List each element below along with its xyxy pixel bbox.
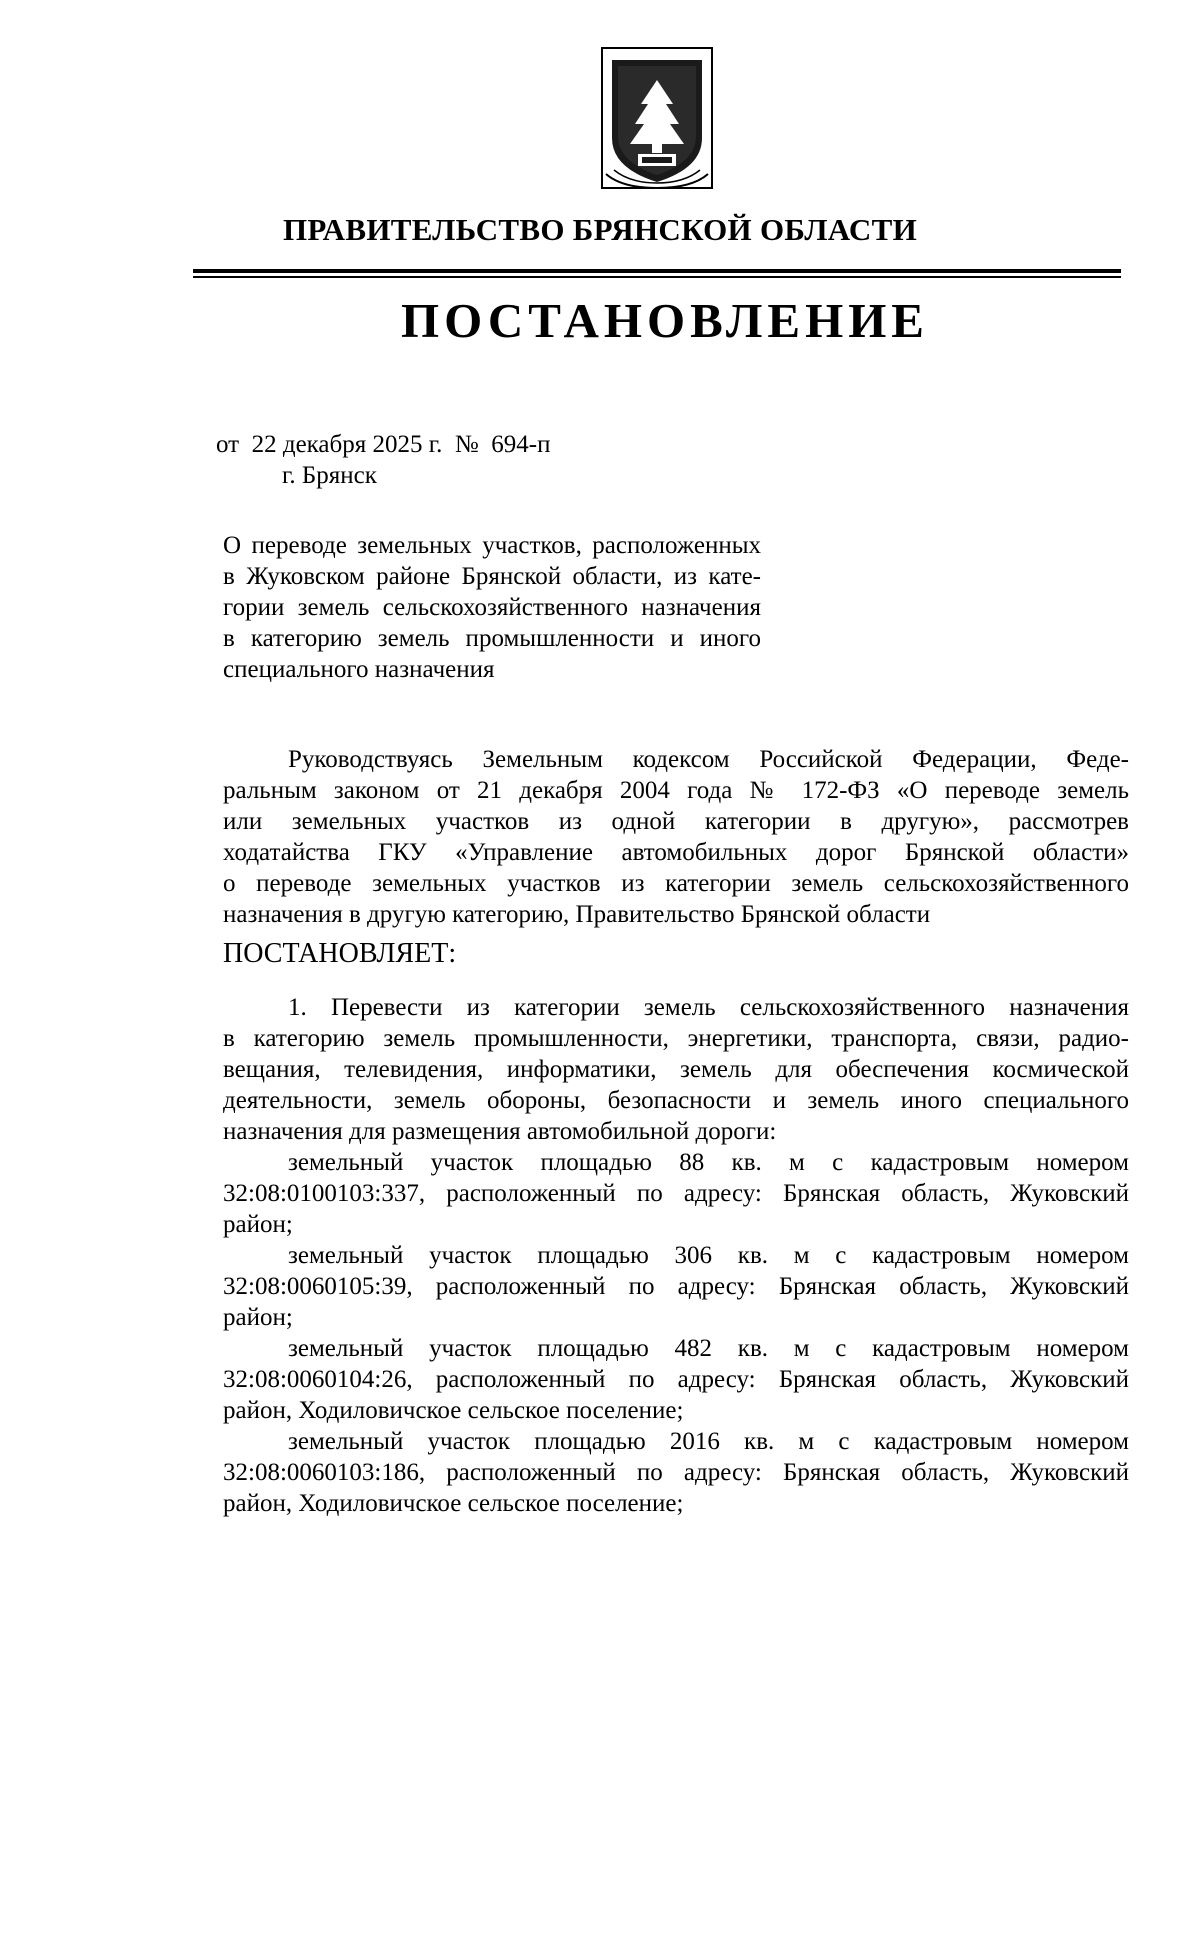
item-1-line: в категорию земель промышленности, энергетики, транспорта, связи, радио- — [223, 1025, 1129, 1052]
subject-line: специального назначения — [223, 656, 495, 683]
preamble-line: о переводе земельных участков из категории земель сельскохозяйственного — [223, 870, 1129, 897]
coat-of-arms-emblem — [600, 46, 714, 190]
item-1-line: вещания, телевидения, информатики, земель для обеспечения космической — [223, 1056, 1129, 1083]
subject-line: в Жуковском районе Брянской области, из кате- — [223, 563, 761, 590]
subject-line: гории земель сельскохозяйственного назначения — [223, 594, 761, 621]
organization-title: ПРАВИТЕЛЬСТВО БРЯНСКОЙ ОБЛАСТИ — [282, 212, 918, 247]
resolves-keyword: ПОСТАНОВЛЯЕТ: — [223, 938, 457, 969]
subject-line: в категорию земель промышленности и иного — [223, 625, 761, 652]
land-plot-line: земельный участок площадью 482 кв. м с кадастровым номером — [288, 1335, 1129, 1362]
land-plot-line: район, Ходиловичское сельское поселение; — [223, 1397, 684, 1424]
land-plot-line: район; — [223, 1211, 293, 1238]
preamble-line: или земельных участков из одной категории в другую», рассмотрев — [223, 808, 1129, 835]
item-1-line: 1. Перевести из категории земель сельскохозяйственного назначения — [288, 994, 1129, 1021]
preamble-line: назначения в другую категорию, Правительство Брянской области — [223, 901, 931, 928]
land-plot-line: земельный участок площадью 88 кв. м с кадастровым номером — [288, 1149, 1129, 1176]
item-1-line: назначения для размещения автомобильной дороги: — [223, 1118, 777, 1145]
preamble-line: ральным законом от 21 декабря 2004 года № 172-ФЗ «О переводе земель — [223, 777, 1129, 804]
document-type-title: ПОСТАНОВЛЕНИЕ — [401, 293, 929, 348]
land-plot-line: 32:08:0060105:39, расположенный по адресу: Брянская область, Жуковский — [223, 1273, 1129, 1300]
land-plot-line: 32:08:0060104:26, расположенный по адресу: Брянская область, Жуковский — [223, 1366, 1129, 1393]
item-1-line: деятельности, земель обороны, безопасности и земель иного специального — [223, 1087, 1129, 1114]
land-plot-line: район, Ходиловичское сельское поселение; — [223, 1490, 684, 1517]
preamble-line: Руководствуясь Земельным кодексом Российской Федерации, Феде- — [288, 746, 1129, 773]
document-city: г. Брянск — [282, 462, 377, 489]
land-plot-line: 32:08:0100103:337, расположенный по адресу: Брянская область, Жуковский — [223, 1180, 1129, 1207]
land-plot-line: земельный участок площадью 2016 кв. м с кадастровым номером — [288, 1428, 1129, 1455]
header-divider-thin — [193, 276, 1121, 278]
header-divider-thick — [193, 269, 1121, 273]
land-plot-line: земельный участок площадью 306 кв. м с кадастровым номером — [288, 1242, 1129, 1269]
preamble-line: ходатайства ГКУ «Управление автомобильных дорог Брянской области» — [223, 839, 1129, 866]
document-date-number: от 22 декабря 2025 г. № 694-п — [216, 431, 551, 458]
land-plot-line: 32:08:0060103:186, расположенный по адресу: Брянская область, Жуковский — [223, 1459, 1129, 1486]
land-plot-line: район; — [223, 1304, 293, 1331]
subject-line: О переводе земельных участков, расположенных — [223, 532, 761, 559]
